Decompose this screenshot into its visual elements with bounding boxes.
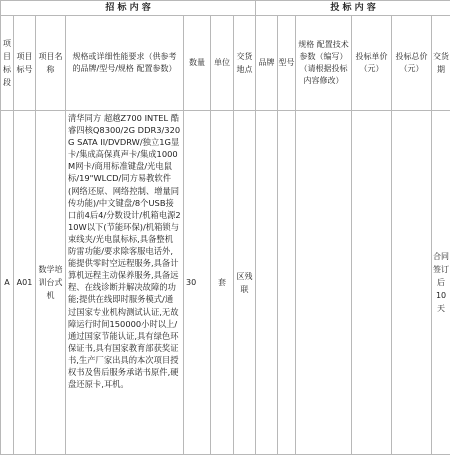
header-unit: 单位: [211, 16, 234, 111]
tender-section-title: 招 标 内 容: [1, 1, 256, 16]
header-item-section: 项目标段: [1, 16, 14, 111]
cell-bid-unit-price[interactable]: [352, 111, 392, 455]
header-bid-unit-price: 投标单价（元）: [352, 16, 392, 111]
section-header-row: [1, 1, 450, 16]
cell-model[interactable]: [278, 111, 296, 455]
header-bid-total-price: 投标总价（元）: [392, 16, 432, 111]
cell-section: A: [1, 111, 14, 455]
column-header-row: [1, 16, 450, 111]
cell-item-no: A01: [14, 111, 36, 455]
cell-bid-total-price[interactable]: [392, 111, 432, 455]
cell-location: 区残联: [234, 111, 256, 455]
header-item-no: 项目标号: [14, 16, 36, 111]
header-item-name: 项目名称: [36, 16, 66, 111]
header-model: 型号: [278, 16, 296, 111]
header-delivery-location: 交货地点: [234, 16, 256, 111]
cell-bid-spec[interactable]: [296, 111, 352, 455]
header-bid-spec: 规格 配置技术参数（编写）（请根据投标内容修改）: [296, 16, 352, 111]
cell-delivery-period: 合同签订后10天: [432, 111, 450, 455]
header-quantity: 数量: [184, 16, 211, 111]
bid-section-title: 投 标 内 容: [256, 1, 450, 16]
header-brand: 品牌: [256, 16, 278, 111]
cell-item-name: 数学培训台式机: [36, 111, 66, 455]
header-spec-requirements: 规格或详细性能要求（供参考的品牌/型号/规格 配置参数）: [66, 16, 184, 111]
table-row: [1, 111, 450, 455]
cell-unit: 套: [211, 111, 234, 455]
cell-quantity: 30: [184, 111, 211, 455]
cell-brand[interactable]: [256, 111, 278, 455]
header-delivery-period: 交货期: [432, 16, 450, 111]
cell-spec: 清华同方 超越Z700 INTEL 酷睿四核Q8300/2G DDR3/320G SATA II/DVDRW/独立1G显卡/集成高保真声卡/集成1000M网卡/商用标准键盘/光电鼠标/19"WLCD/同方易教软件(网络还原、网络控制、增量同传功能)/中文键盘/8个USB接口前4后4/分数设计/机箱电源210W以下(节能环保)/机箱锁与束线夹/光电鼠标标,具备整机防雷功能/要求除客服电话外,能提供零时空远程服务,具备计算机远程主动保养服务,具备远程、在线诊断并解决故障的功能;提供在线即时服务模式/通过国家专业机构测试认证,无故障运行时间150000小时以上/通过国家节能认证,具有绿色环保证书,具有国家教育部获奖证书,生产厂家出具的本次项目授权书及售后服务承诺书原件,硬盘还原卡,耳机。: [66, 111, 184, 455]
